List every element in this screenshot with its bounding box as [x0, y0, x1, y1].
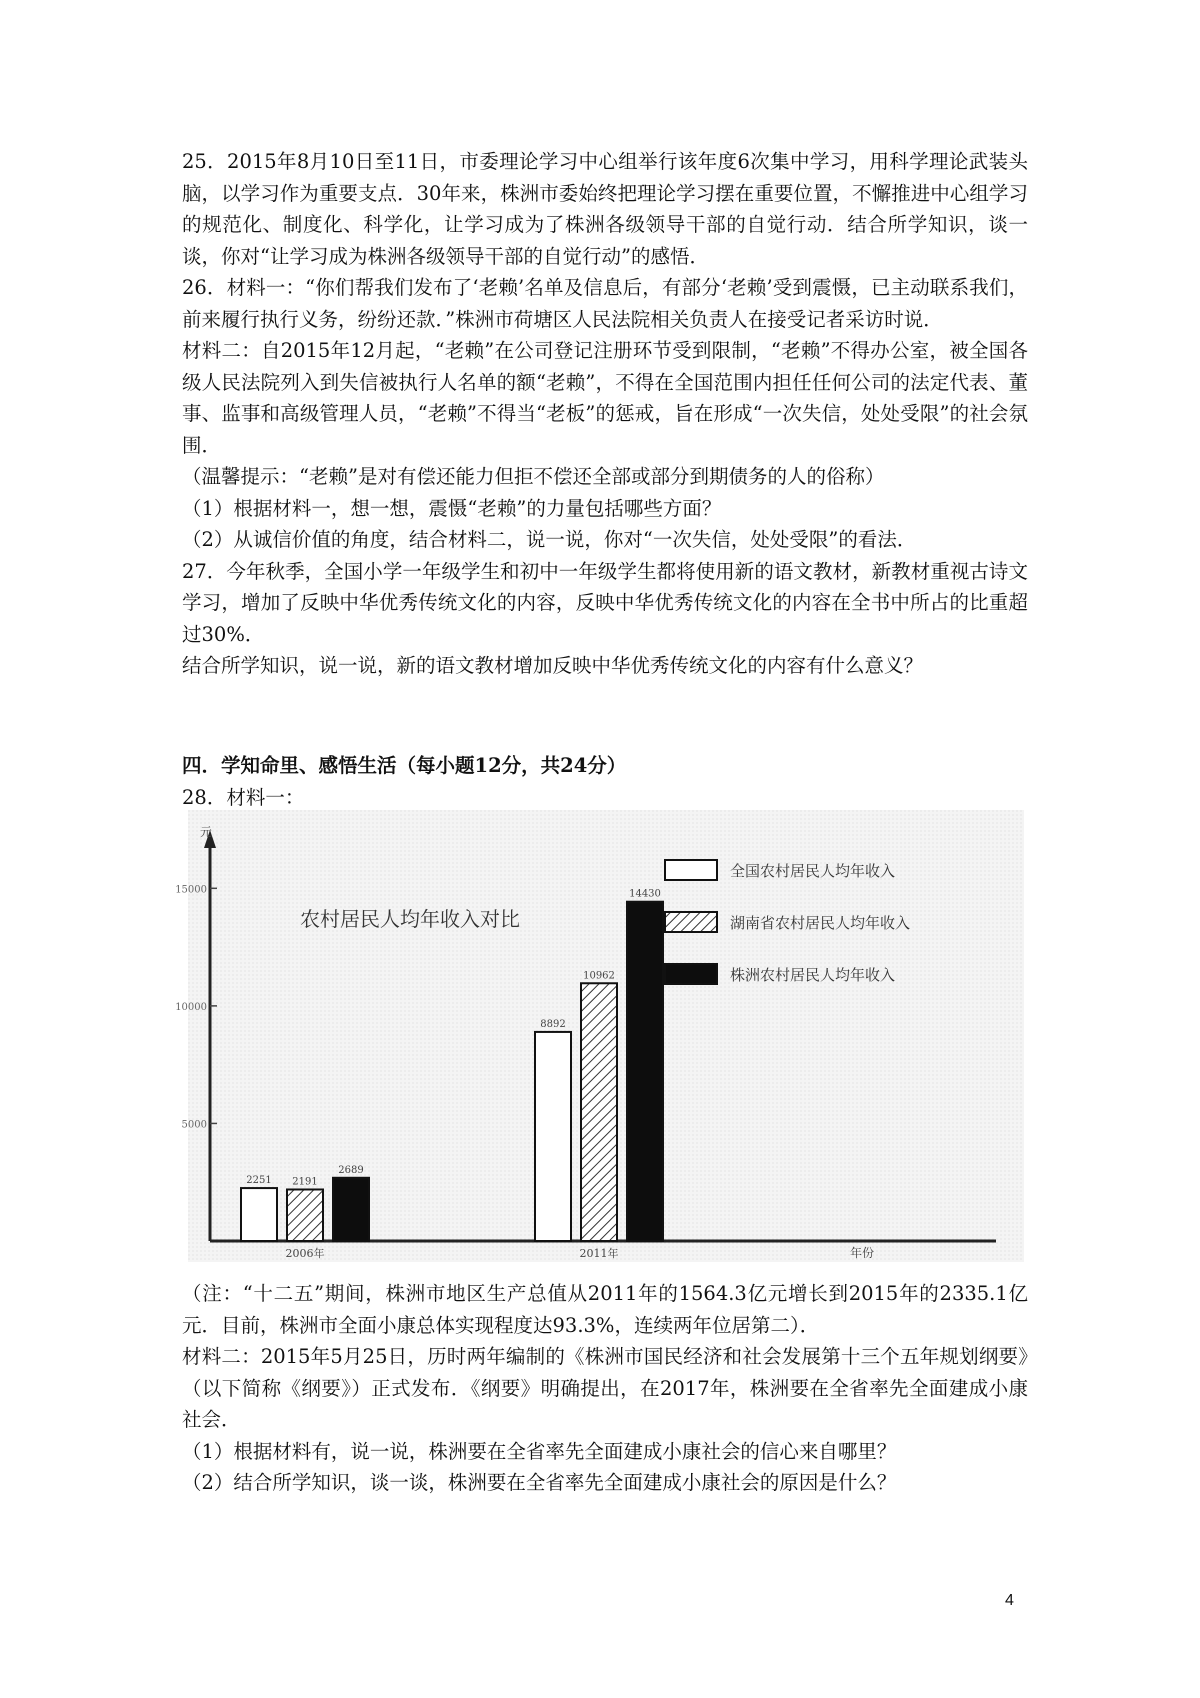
category-label: 2011年 — [579, 1247, 619, 1260]
y-tick-label: 5000 — [181, 1119, 207, 1131]
section-4-heading: 四．学知命里、感悟生活（每小题12分，共24分） — [182, 754, 627, 777]
question-28-material-2: 材料二：2015年5月25日，历时两年编制的《株洲市国民经济和社会发展第十三个五年规划纲要》（以下简称《纲要》）正式发布．《纲要》明确提出，在2017年，株洲要在全省率先全面建成小康社会． — [182, 1345, 1028, 1431]
question-26-material-2: 材料二：自2015年12月起，“老赖”在公司登记注册环节受到限制，“老赖”不得办公室，被全国各级人民法院列入到失信被执行人名单的额“老赖”，不得在全国范围内担任任何公司的法定代表、董事、监事和高级管理人员，“老赖”不得当“老板”的惩戒，旨在形成“一次失信，处处受限”的社会氛围． — [182, 339, 1028, 457]
bar — [287, 1189, 323, 1241]
legend-swatch — [665, 860, 717, 880]
question-28-rest — [182, 1278, 1028, 1499]
question-26-sub-1: （1）根据材料一，想一想，震慑“老赖”的力量包括哪些方面？ — [182, 496, 722, 520]
legend-swatch — [665, 964, 717, 984]
legend-swatch — [665, 912, 717, 932]
y-tick-label: 15000 — [175, 884, 207, 896]
legend — [665, 860, 910, 984]
question-25: 25．2015年8月10日至11日，市委理论学习中心组举行该年度6次集中学习，用科学理论武装头脑，以学习作为重要支点．30年来，株洲市委始终把理论学习摆在重要位置，不懈推进中心组学习的规范化、制度化、科学化，让学习成为了株洲各级领导干部的自觉行动．结合所学知识，谈一谈，你对“让学习成为株洲各级领导干部的自觉行动”的感悟． — [182, 150, 1028, 268]
bar-value-label: 2251 — [246, 1175, 272, 1187]
bar — [535, 1032, 571, 1241]
bar — [333, 1178, 369, 1241]
bar-value-label: 10962 — [583, 970, 615, 982]
question-26-material-1: 26．材料一：“你们帮我们发布了‘老赖’名单及信息后，有部分‘老赖’受到震慑，已主动联系我们，前来履行执行义务，纷纷还款．”株洲市荷塘区人民法院相关负责人在接受记者采访时说． — [182, 276, 1028, 331]
page-number: 4 — [1005, 1592, 1014, 1609]
questions-25-27 — [182, 146, 1028, 682]
bar-value-label: 14430 — [629, 888, 661, 900]
question-27-ask: 结合所学知识，说一说，新的语文教材增加反映中华优秀传统文化的内容有什么意义？ — [182, 654, 924, 677]
question-28-note: （注：“十二五”期间，株洲市地区生产总值从2011年的1564.3亿元增长到2015年的2335.1亿元．目前，株洲市全面小康总体实现程度达93.3%，连续两年位居第二）． — [182, 1282, 1028, 1337]
question-26-tip: （温馨提示：“老赖”是对有偿还能力但拒不偿还全部或部分到期债务的人的俗称） — [182, 465, 885, 488]
y-tick-label: 10000 — [175, 1001, 207, 1013]
x-axis-label: 年份 — [850, 1246, 875, 1260]
legend-label: 株洲农村居民人均年收入 — [730, 966, 896, 984]
y-axis-label: 元 — [200, 825, 213, 839]
bar-value-label: 2191 — [292, 1176, 318, 1188]
bar — [627, 902, 663, 1241]
income-bar-chart — [175, 810, 1024, 1262]
category-label: 2006年 — [285, 1247, 325, 1260]
bar-value-label: 8892 — [540, 1018, 566, 1030]
question-28-label: 28．材料一： — [182, 786, 305, 809]
bar — [581, 983, 617, 1241]
question-28-sub-2: （2）结合所学知识，谈一谈，株洲要在全省率先全面建成小康社会的原因是什么？ — [182, 1471, 897, 1494]
legend-label: 湖南省农村居民人均年收入 — [730, 914, 911, 932]
bar — [241, 1188, 277, 1241]
question-27: 27．今年秋季，全国小学一年级学生和初中一年级学生都将使用新的语文教材，新教材重视古诗文学习，增加了反映中华优秀传统文化的内容，反映中华优秀传统文化的内容在全书中所占的比重超过30%． — [182, 559, 1028, 646]
question-26-sub-2: （2）从诚信价值的角度，结合材料二，说一说，你对“一次失信，处处受限”的看法． — [182, 528, 917, 551]
legend-label: 全国农村居民人均年收入 — [730, 862, 896, 880]
question-28-sub-1: （1）根据材料有，说一说，株洲要在全省率先全面建成小康社会的信心来自哪里？ — [182, 1439, 897, 1463]
bar-value-label: 2689 — [338, 1164, 364, 1176]
chart-title: 农村居民人均年收入对比 — [300, 907, 520, 931]
